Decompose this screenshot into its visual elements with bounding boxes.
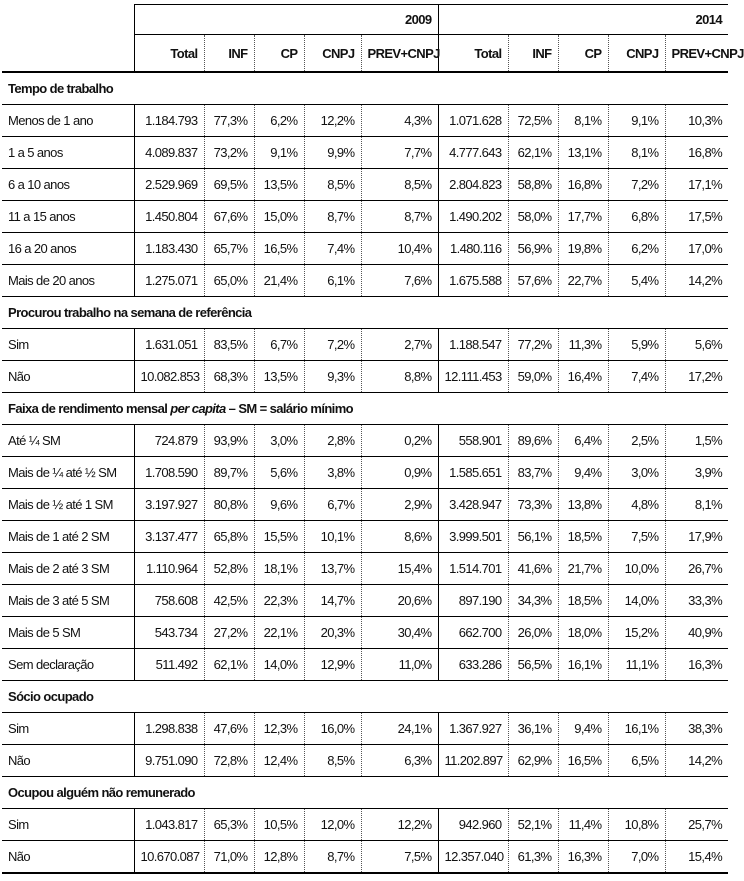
row-label: 6 a 10 anos — [2, 169, 134, 201]
table-cell: 1.585.651 — [438, 457, 508, 489]
table-cell: 12,0% — [304, 809, 361, 841]
table-cell: 9,4% — [558, 457, 608, 489]
table-cell: 40,9% — [665, 617, 728, 649]
table-cell: 11,4% — [558, 809, 608, 841]
table-cell: 10,1% — [304, 521, 361, 553]
table-cell: 58,8% — [508, 169, 558, 201]
table-cell: 73,2% — [204, 137, 254, 169]
row-label: Mais de 2 até 3 SM — [2, 553, 134, 585]
table-cell: 10.082.853 — [134, 361, 204, 393]
row-label: Sem declaração — [2, 649, 134, 681]
row-label: 11 a 15 anos — [2, 201, 134, 233]
table-cell: 34,3% — [508, 585, 558, 617]
table-row — [2, 585, 728, 617]
table-cell: 6,1% — [304, 265, 361, 297]
table-cell: 15,5% — [254, 521, 304, 553]
table-cell: 20,6% — [361, 585, 438, 617]
table-cell: 8,7% — [304, 841, 361, 874]
table-cell: 558.901 — [438, 425, 508, 457]
table-cell: 5,9% — [608, 329, 665, 361]
table-cell: 8,5% — [304, 745, 361, 777]
table-cell: 62,1% — [204, 649, 254, 681]
col-header-cp-2014: CP — [558, 35, 608, 73]
table-cell: 47,6% — [204, 713, 254, 745]
table-cell: 13,8% — [558, 489, 608, 521]
table-row — [2, 745, 728, 777]
table-cell: 2.529.969 — [134, 169, 204, 201]
table-cell: 942.960 — [438, 809, 508, 841]
table-cell: 12,8% — [254, 841, 304, 874]
table-cell: 26,7% — [665, 553, 728, 585]
table-cell: 3.197.927 — [134, 489, 204, 521]
table-cell: 68,3% — [204, 361, 254, 393]
table-cell: 6,3% — [361, 745, 438, 777]
table-cell: 26,0% — [508, 617, 558, 649]
table-cell: 52,8% — [204, 553, 254, 585]
table-cell: 67,6% — [204, 201, 254, 233]
table-cell: 8,5% — [361, 169, 438, 201]
table-row — [2, 137, 728, 169]
table-cell: 17,5% — [665, 201, 728, 233]
row-label: Mais de 20 anos — [2, 265, 134, 297]
table-row — [2, 521, 728, 553]
table-cell: 2.804.823 — [438, 169, 508, 201]
table-cell: 18,1% — [254, 553, 304, 585]
table-row — [2, 713, 728, 745]
table-cell: 4,8% — [608, 489, 665, 521]
year-2014-header: 2014 — [438, 5, 728, 35]
table-cell: 65,8% — [204, 521, 254, 553]
table-cell: 8,7% — [304, 201, 361, 233]
row-label: Mais de 1 até 2 SM — [2, 521, 134, 553]
table-cell: 1.480.116 — [438, 233, 508, 265]
table-cell: 3.428.947 — [438, 489, 508, 521]
table-cell: 724.879 — [134, 425, 204, 457]
col-header-prev-cnpj-2009: PREV+CNPJ — [361, 35, 438, 73]
table-cell: 80,8% — [204, 489, 254, 521]
col-header-total-2009: Total — [134, 35, 204, 73]
row-label: Mais de ½ até 1 SM — [2, 489, 134, 521]
table-cell: 16,1% — [558, 649, 608, 681]
table-cell: 4.089.837 — [134, 137, 204, 169]
table-cell: 14,0% — [608, 585, 665, 617]
table-cell: 41,6% — [508, 553, 558, 585]
table-cell: 25,7% — [665, 809, 728, 841]
table-cell: 1.514.701 — [438, 553, 508, 585]
table-cell: 5,6% — [254, 457, 304, 489]
table-cell: 0,9% — [361, 457, 438, 489]
data-table — [2, 4, 744, 874]
table-cell: 3,0% — [608, 457, 665, 489]
table-cell: 15,4% — [665, 841, 728, 874]
table-cell: 17,7% — [558, 201, 608, 233]
table-cell: 14,7% — [304, 585, 361, 617]
table-cell: 12,2% — [304, 105, 361, 137]
table-cell: 7,0% — [608, 841, 665, 874]
row-label: 16 a 20 anos — [2, 233, 134, 265]
table-row — [2, 233, 728, 265]
table-cell: 57,6% — [508, 265, 558, 297]
table-row — [2, 201, 728, 233]
table-cell: 62,1% — [508, 137, 558, 169]
section-header-row — [2, 393, 728, 425]
table-cell: 12,9% — [304, 649, 361, 681]
table-cell: 20,3% — [304, 617, 361, 649]
table-cell: 8,7% — [361, 201, 438, 233]
table-cell: 56,1% — [508, 521, 558, 553]
table-cell: 7,4% — [304, 233, 361, 265]
table-cell: 27,2% — [204, 617, 254, 649]
year-2009-header: 2009 — [134, 5, 438, 35]
table-cell: 662.700 — [438, 617, 508, 649]
header-stub — [2, 5, 134, 35]
col-header-prev-cnpj-2014: PREV+CNPJ — [665, 35, 728, 73]
table-cell: 11,3% — [558, 329, 608, 361]
section-title-text: – SM = salário mínimo — [225, 401, 353, 416]
table-cell: 21,4% — [254, 265, 304, 297]
table-cell: 62,9% — [508, 745, 558, 777]
table-cell: 69,5% — [204, 169, 254, 201]
row-label: Não — [2, 841, 134, 874]
table-cell: 83,5% — [204, 329, 254, 361]
table-cell: 11,0% — [361, 649, 438, 681]
row-label: Não — [2, 745, 134, 777]
table-cell: 36,1% — [508, 713, 558, 745]
header-stub — [2, 35, 134, 73]
table-cell: 7,6% — [361, 265, 438, 297]
table-cell: 2,8% — [304, 425, 361, 457]
table-cell: 6,2% — [608, 233, 665, 265]
table-cell: 38,3% — [665, 713, 728, 745]
table-cell: 21,7% — [558, 553, 608, 585]
table-cell: 10,4% — [361, 233, 438, 265]
table-cell: 6,5% — [608, 745, 665, 777]
table-cell: 65,7% — [204, 233, 254, 265]
table-cell: 7,4% — [608, 361, 665, 393]
table-cell: 77,2% — [508, 329, 558, 361]
table-cell: 77,3% — [204, 105, 254, 137]
table-row — [2, 649, 728, 681]
row-label: Não — [2, 361, 134, 393]
section-title: Sócio ocupado — [2, 681, 728, 713]
table-cell: 543.734 — [134, 617, 204, 649]
table-cell: 33,3% — [665, 585, 728, 617]
table-row — [2, 553, 728, 585]
table-cell: 9.751.090 — [134, 745, 204, 777]
table-row — [2, 425, 728, 457]
row-label: Mais de 5 SM — [2, 617, 134, 649]
section-header-row — [2, 72, 728, 105]
table-cell: 9,1% — [608, 105, 665, 137]
col-header-cp-2009: CP — [254, 35, 304, 73]
row-label: 1 a 5 anos — [2, 137, 134, 169]
table-cell: 758.608 — [134, 585, 204, 617]
col-header-cnpj-2014: CNPJ — [608, 35, 665, 73]
table-cell: 16,5% — [558, 745, 608, 777]
table-cell: 8,1% — [665, 489, 728, 521]
section-title: Procurou trabalho na semana de referência — [2, 297, 728, 329]
table-cell: 7,2% — [304, 329, 361, 361]
table-cell: 8,1% — [608, 137, 665, 169]
table-cell: 3.999.501 — [438, 521, 508, 553]
col-header-inf-2014: INF — [508, 35, 558, 73]
table-body — [2, 5, 744, 874]
table-cell: 8,1% — [558, 105, 608, 137]
table-cell: 16,3% — [665, 649, 728, 681]
table-cell: 61,3% — [508, 841, 558, 874]
table-cell: 12,2% — [361, 809, 438, 841]
table-cell: 13,5% — [254, 361, 304, 393]
table-cell: 511.492 — [134, 649, 204, 681]
table-cell: 9,9% — [304, 137, 361, 169]
year-header-row — [2, 5, 728, 35]
section-header-row — [2, 777, 728, 809]
table-cell: 22,7% — [558, 265, 608, 297]
table-cell: 71,0% — [204, 841, 254, 874]
table-row — [2, 457, 728, 489]
table-cell: 3,9% — [665, 457, 728, 489]
table-cell: 1.184.793 — [134, 105, 204, 137]
table-cell: 18,5% — [558, 521, 608, 553]
table-cell: 13,5% — [254, 169, 304, 201]
table-cell: 5,6% — [665, 329, 728, 361]
table-cell: 1.298.838 — [134, 713, 204, 745]
table-cell: 8,8% — [361, 361, 438, 393]
table-cell: 7,5% — [361, 841, 438, 874]
table-cell: 22,3% — [254, 585, 304, 617]
table-cell: 72,8% — [204, 745, 254, 777]
table-cell: 1.183.430 — [134, 233, 204, 265]
table-cell: 15,2% — [608, 617, 665, 649]
table-cell: 9,3% — [304, 361, 361, 393]
table-cell: 13,1% — [558, 137, 608, 169]
table-cell: 897.190 — [438, 585, 508, 617]
table-row — [2, 809, 728, 841]
table-cell: 24,1% — [361, 713, 438, 745]
table-row — [2, 169, 728, 201]
table-cell: 4,3% — [361, 105, 438, 137]
table-cell: 16,0% — [304, 713, 361, 745]
table-row — [2, 105, 728, 137]
section-title: Ocupou alguém não remunerado — [2, 777, 728, 809]
table-cell: 16,8% — [558, 169, 608, 201]
table-cell: 7,5% — [608, 521, 665, 553]
table-cell: 8,5% — [304, 169, 361, 201]
table-cell: 16,8% — [665, 137, 728, 169]
table-cell: 1.043.817 — [134, 809, 204, 841]
section-header-row — [2, 681, 728, 713]
table-cell: 10,0% — [608, 553, 665, 585]
table-cell: 5,4% — [608, 265, 665, 297]
row-label: Menos de 1 ano — [2, 105, 134, 137]
table-cell: 1.275.071 — [134, 265, 204, 297]
table-cell: 18,5% — [558, 585, 608, 617]
section-title-italic: per capita — [170, 401, 226, 416]
table-cell: 65,0% — [204, 265, 254, 297]
row-label: Mais de ¼ até ½ SM — [2, 457, 134, 489]
table-cell: 633.286 — [438, 649, 508, 681]
table-cell: 52,1% — [508, 809, 558, 841]
table-cell: 1.367.927 — [438, 713, 508, 745]
table-cell: 89,6% — [508, 425, 558, 457]
table-cell: 56,5% — [508, 649, 558, 681]
table-cell: 73,3% — [508, 489, 558, 521]
table-row — [2, 329, 728, 361]
table-cell: 9,4% — [558, 713, 608, 745]
table-cell: 72,5% — [508, 105, 558, 137]
table-cell: 1.110.964 — [134, 553, 204, 585]
row-label: Sim — [2, 329, 134, 361]
table-row — [2, 489, 728, 521]
table-cell: 3,8% — [304, 457, 361, 489]
table-cell: 12.111.453 — [438, 361, 508, 393]
table-cell: 16,4% — [558, 361, 608, 393]
table-cell: 0,2% — [361, 425, 438, 457]
table-cell: 14,2% — [665, 265, 728, 297]
table-cell: 16,5% — [254, 233, 304, 265]
table-cell: 1.450.804 — [134, 201, 204, 233]
table-cell: 17,1% — [665, 169, 728, 201]
table-cell: 17,9% — [665, 521, 728, 553]
table-cell: 30,4% — [361, 617, 438, 649]
table-cell: 1.708.590 — [134, 457, 204, 489]
section-title — [2, 393, 728, 425]
table-cell: 17,0% — [665, 233, 728, 265]
table-cell: 10,5% — [254, 809, 304, 841]
table-cell: 15,4% — [361, 553, 438, 585]
table-cell: 7,2% — [608, 169, 665, 201]
col-header-cnpj-2009: CNPJ — [304, 35, 361, 73]
table-cell: 58,0% — [508, 201, 558, 233]
table-row — [2, 841, 728, 874]
table-cell: 13,7% — [304, 553, 361, 585]
table-cell: 59,0% — [508, 361, 558, 393]
table-cell: 10,3% — [665, 105, 728, 137]
table-cell: 1.675.588 — [438, 265, 508, 297]
table-cell: 6,2% — [254, 105, 304, 137]
col-header-total-2014: Total — [438, 35, 508, 73]
row-label: Até ¼ SM — [2, 425, 134, 457]
table-cell: 1.490.202 — [438, 201, 508, 233]
table-cell: 14,2% — [665, 745, 728, 777]
table-cell: 11.202.897 — [438, 745, 508, 777]
table-cell: 22,1% — [254, 617, 304, 649]
table-cell: 65,3% — [204, 809, 254, 841]
table-cell: 42,5% — [204, 585, 254, 617]
table-cell: 6,7% — [304, 489, 361, 521]
table-cell: 7,7% — [361, 137, 438, 169]
table-cell: 2,7% — [361, 329, 438, 361]
table-cell: 10,8% — [608, 809, 665, 841]
table-cell: 19,8% — [558, 233, 608, 265]
table-row — [2, 617, 728, 649]
table-cell: 2,9% — [361, 489, 438, 521]
table-cell: 89,7% — [204, 457, 254, 489]
table-cell: 16,1% — [608, 713, 665, 745]
section-title-text: Faixa de rendimento mensal — [8, 401, 171, 416]
table-cell: 1,5% — [665, 425, 728, 457]
table-cell: 83,7% — [508, 457, 558, 489]
table-cell: 1.188.547 — [438, 329, 508, 361]
table-cell: 12.357.040 — [438, 841, 508, 874]
row-label: Sim — [2, 809, 134, 841]
table-cell: 3,0% — [254, 425, 304, 457]
table-row — [2, 361, 728, 393]
table-row — [2, 265, 728, 297]
table-cell: 3.137.477 — [134, 521, 204, 553]
section-title: Tempo de trabalho — [2, 72, 728, 105]
table-cell: 12,3% — [254, 713, 304, 745]
table-cell: 2,5% — [608, 425, 665, 457]
table-cell: 9,6% — [254, 489, 304, 521]
table-cell: 16,3% — [558, 841, 608, 874]
row-label: Mais de 3 até 5 SM — [2, 585, 134, 617]
col-header-inf-2009: INF — [204, 35, 254, 73]
table-cell: 14,0% — [254, 649, 304, 681]
table-cell: 56,9% — [508, 233, 558, 265]
section-header-row — [2, 297, 728, 329]
table-cell: 17,2% — [665, 361, 728, 393]
table-cell: 1.071.628 — [438, 105, 508, 137]
table-cell: 8,6% — [361, 521, 438, 553]
table-cell: 6,8% — [608, 201, 665, 233]
table-cell: 1.631.051 — [134, 329, 204, 361]
row-label: Sim — [2, 713, 134, 745]
table-cell: 12,4% — [254, 745, 304, 777]
table-cell: 4.777.643 — [438, 137, 508, 169]
table-cell: 6,4% — [558, 425, 608, 457]
table-cell: 15,0% — [254, 201, 304, 233]
table-cell: 18,0% — [558, 617, 608, 649]
table-cell: 10.670.087 — [134, 841, 204, 874]
table-cell: 9,1% — [254, 137, 304, 169]
table-cell: 6,7% — [254, 329, 304, 361]
table-cell: 11,1% — [608, 649, 665, 681]
column-header-row — [2, 35, 728, 73]
table-cell: 93,9% — [204, 425, 254, 457]
